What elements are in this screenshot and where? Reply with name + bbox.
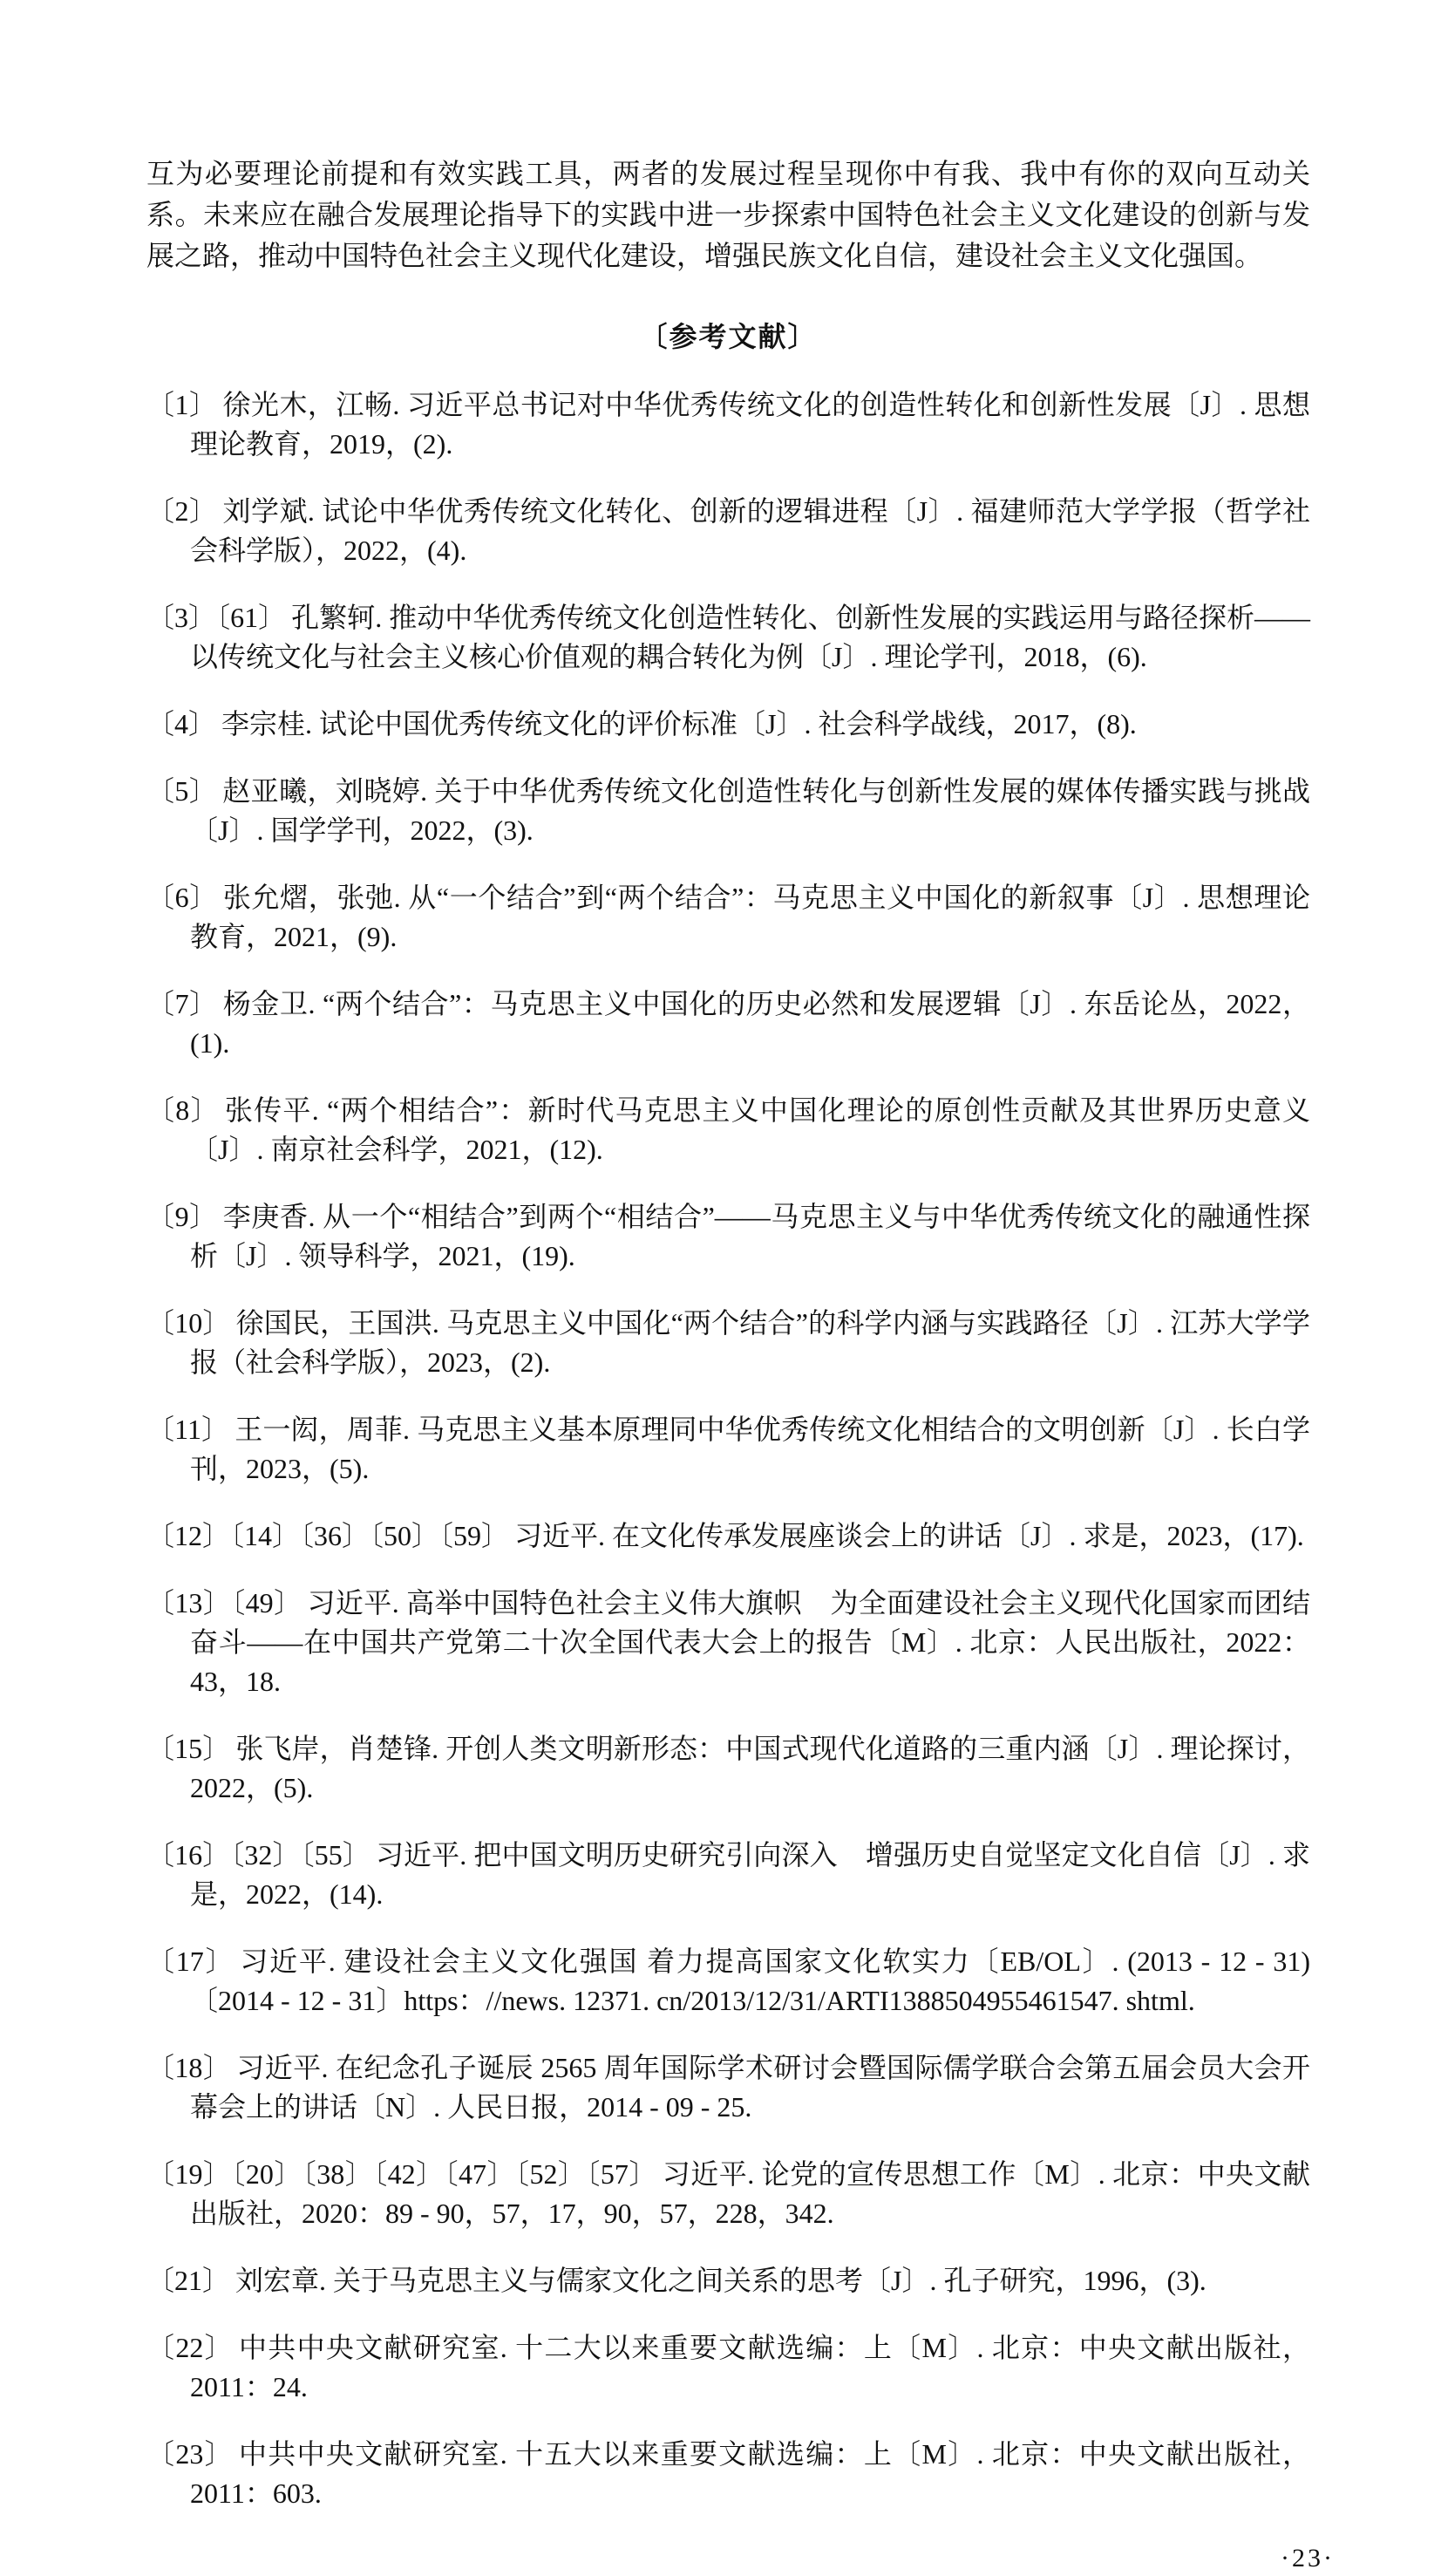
reference-text: 张飞岸，肖楚锋. 开创人类文明新形态：中国式现代化道路的三重内涵〔J〕. 理论探讨，2022，(5). — [190, 1733, 1310, 1803]
page-number: ·23· — [1281, 2544, 1335, 2573]
reference-text: 孔繁轲. 推动中华优秀传统文化创造性转化、创新性发展的实践运用与路径探析——以传统文化与社会主义核心价值观的耦合转化为例〔J〕. 理论学刊，2018，(6). — [190, 602, 1310, 672]
reference-text: 张允熠，张弛. 从“一个结合”到“两个结合”：马克思主义中国化的新叙事〔J〕. 思想理论教育，2021，(9). — [190, 882, 1310, 952]
reference-entry — [146, 985, 1310, 1063]
reference-text: 刘学斌. 试论中华优秀传统文化转化、创新的逻辑进程〔J〕. 福建师范大学学报（哲学社会科学版），2022，(4). — [190, 495, 1310, 566]
reference-entry — [146, 1304, 1310, 1382]
reference-label: 〔9〕 — [146, 1201, 218, 1232]
reference-text: 徐光木，江畅. 习近平总书记对中华优秀传统文化的创造性转化和创新性发展〔J〕. 思想理论教育，2019，(2). — [190, 389, 1310, 460]
reference-entry — [146, 1091, 1310, 1169]
reference-entry — [146, 772, 1310, 850]
reference-entry — [146, 2155, 1310, 2233]
reference-label: 〔11〕 — [146, 1414, 230, 1445]
reference-entry — [146, 492, 1310, 570]
reference-entry — [146, 705, 1310, 744]
reference-label: 〔23〕 — [146, 2438, 234, 2470]
reference-entry — [146, 1942, 1310, 2021]
reference-text: 赵亚曦，刘晓婷. 关于中华优秀传统文化创造性转化与创新性发展的媒体传播实践与挑战〔J〕. 国学学刊，2022，(3). — [190, 775, 1310, 846]
reference-entry — [146, 1516, 1310, 1556]
reference-text: 习近平. 在文化传承发展座谈会上的讲话〔J〕. 求是，2023，(17). — [514, 1520, 1304, 1551]
reference-label: 〔12〕〔14〕〔36〕〔50〕〔59〕 — [146, 1520, 510, 1551]
reference-label: 〔10〕 — [146, 1307, 231, 1339]
reference-text: 中共中央文献研究室. 十五大以来重要文献选编：上〔M〕. 北京：中央文献出版社，2011：603. — [190, 2438, 1310, 2509]
references-heading: 〔参考文献〕 — [639, 321, 818, 352]
reference-label: 〔13〕〔49〕 — [146, 1587, 302, 1619]
reference-entry — [146, 1197, 1310, 1276]
reference-label: 〔5〕 — [146, 775, 218, 807]
reference-label: 〔6〕 — [146, 882, 218, 913]
reference-label: 〔8〕 — [146, 1094, 220, 1126]
intro-paragraph: 互为必要理论前提和有效实践工具，两者的发展过程呈现你中有我、我中有你的双向互动关系。未来应在融合发展理论指导下的实践中进一步探索中国特色社会主义文化建设的创新与发展之路，推动中国特色社会主义现代化建设，增强民族文化自信，建设社会主义文化强国。 — [146, 158, 1310, 271]
reference-text: 中共中央文献研究室. 十二大以来重要文献选编：上〔M〕. 北京：中央文献出版社，2011：24. — [190, 2332, 1310, 2402]
reference-text: 李宗桂. 试论中国优秀传统文化的评价标准〔J〕. 社会科学战线，2017，(8). — [221, 708, 1137, 739]
reference-label: 〔19〕〔20〕〔38〕〔42〕〔47〕〔52〕〔57〕 — [146, 2158, 657, 2190]
reference-label: 〔3〕〔61〕 — [146, 602, 287, 633]
reference-entry — [146, 2435, 1310, 2513]
reference-text: 习近平. 论党的宣传思想工作〔M〕. 北京：中央文献出版社，2020：89 - 90，57，17，90，57，228，342. — [190, 2158, 1310, 2229]
reference-text: 习近平. 把中国文明历史研究引向深入 增强历史自觉坚定文化自信〔J〕. 求是，2022，(14). — [190, 1839, 1310, 1910]
reference-text: 徐国民，王国洪. 马克思主义中国化“两个结合”的科学内涵与实践路径〔J〕. 江苏大学学报（社会科学版），2023，(2). — [190, 1307, 1310, 1378]
reference-label: 〔16〕〔32〕〔55〕 — [146, 1839, 370, 1871]
reference-entry — [146, 385, 1310, 464]
reference-text: 王一闳，周菲. 马克思主义基本原理同中华优秀传统文化相结合的文明创新〔J〕. 长白学刊，2023，(5). — [190, 1414, 1310, 1484]
reference-label: 〔2〕 — [146, 495, 218, 527]
reference-entry — [146, 598, 1310, 677]
reference-label: 〔4〕 — [146, 708, 217, 739]
reference-text: 习近平. 建设社会主义文化强国 着力提高国家文化软实力〔EB/OL〕. (2013 - 12 - 31)〔2014 - 12 - 31〕https：//news. 12371. cn/2013/12/31/ARTI1388504955461547. shtml. — [190, 1946, 1310, 2016]
reference-entry — [146, 1836, 1310, 1914]
reference-entry — [146, 2328, 1310, 2407]
reference-entry — [146, 2048, 1310, 2127]
references-list — [146, 385, 1310, 2513]
reference-entry — [146, 1410, 1310, 1489]
reference-text: 杨金卫. “两个结合”：马克思主义中国化的历史必然和发展逻辑〔J〕. 东岳论丛，2022，(1). — [190, 988, 1310, 1059]
reference-entry — [146, 2261, 1310, 2300]
reference-text: 李庚香. 从一个“相结合”到两个“相结合”——马克思主义与中华优秀传统文化的融通性探析〔J〕. 领导科学，2021，(19). — [190, 1201, 1310, 1271]
reference-entry — [146, 1729, 1310, 1808]
reference-label: 〔18〕 — [146, 2052, 232, 2083]
reference-entry — [146, 878, 1310, 957]
reference-entry — [146, 1584, 1310, 1701]
reference-label: 〔22〕 — [146, 2332, 234, 2363]
reference-label: 〔15〕 — [146, 1733, 231, 1764]
reference-label: 〔21〕 — [146, 2265, 231, 2296]
reference-text: 习近平. 高举中国特色社会主义伟大旗帜 为全面建设社会主义现代化国家而团结奋斗——在中国共产党第二十次全国代表大会上的报告〔M〕. 北京：人民出版社，2022：43，18. — [190, 1587, 1310, 1697]
reference-label: 〔1〕 — [146, 389, 218, 420]
reference-text: 刘宏章. 关于马克思主义与儒家文化之间关系的思考〔J〕. 孔子研究，1996，(3). — [235, 2265, 1206, 2296]
reference-label: 〔17〕 — [146, 1946, 235, 1977]
reference-text: 张传平. “两个相结合”：新时代马克思主义中国化理论的原创性贡献及其世界历史意义〔J〕. 南京社会科学，2021，(12). — [190, 1094, 1310, 1165]
reference-text: 习近平. 在纪念孔子诞辰 2565 周年国际学术研讨会暨国际儒学联合会第五届会员大会开幕会上的讲话〔N〕. 人民日报，2014 - 09 - 25. — [190, 2052, 1310, 2123]
reference-label: 〔7〕 — [146, 988, 218, 1019]
